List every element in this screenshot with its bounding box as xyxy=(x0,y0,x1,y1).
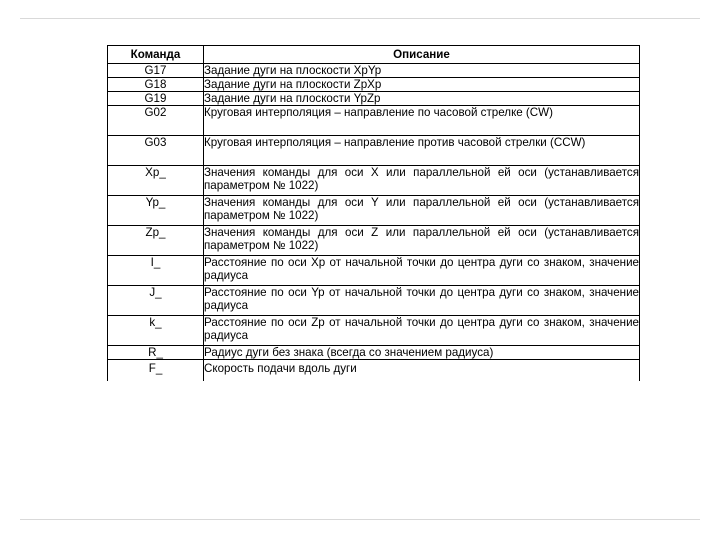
table-row xyxy=(108,286,640,316)
command-cell: Yp_ xyxy=(108,196,204,226)
description-cell: Значения команды для оси Y или параллельной ей оси (устанавливается параметром № 1022) xyxy=(204,196,640,226)
description-cell: Расстояние по оси Zp от начальной точки до центра дуги со знаком, значение радиуса xyxy=(204,316,640,346)
column-header-command: Команда xyxy=(108,46,204,64)
description-cell: Радиус дуги без знака (всегда со значением радиуса) xyxy=(204,346,640,360)
command-cell: k_ xyxy=(108,316,204,346)
table-row xyxy=(108,92,640,106)
command-cell: G19 xyxy=(108,92,204,106)
command-table xyxy=(107,45,640,381)
table-row xyxy=(108,106,640,136)
table-header-row xyxy=(108,46,640,64)
command-cell: J_ xyxy=(108,286,204,316)
table-row xyxy=(108,360,640,382)
description-cell: Круговая интерполяция – направление по часовой стрелке (CW) xyxy=(204,106,640,136)
command-cell: G18 xyxy=(108,78,204,92)
bottom-divider xyxy=(20,519,700,520)
description-cell: Расстояние по оси Yp от начальной точки до центра дуги со знаком, значение радиуса xyxy=(204,286,640,316)
table-row xyxy=(108,196,640,226)
table-row xyxy=(108,226,640,256)
description-cell: Задание дуги на плоскости YpZp xyxy=(204,92,640,106)
description-cell: Круговая интерполяция – направление против часовой стрелки (CCW) xyxy=(204,136,640,166)
description-cell: Задание дуги на плоскости XpYp xyxy=(204,64,640,78)
table-row xyxy=(108,78,640,92)
table-row xyxy=(108,316,640,346)
table-row xyxy=(108,136,640,166)
command-cell: I_ xyxy=(108,256,204,286)
table-row xyxy=(108,346,640,360)
column-header-description: Описание xyxy=(204,46,640,64)
command-cell: F_ xyxy=(108,360,204,382)
description-cell: Скорость подачи вдоль дуги xyxy=(204,360,640,382)
description-cell: Расстояние по оси Xp от начальной точки до центра дуги со знаком, значение радиуса xyxy=(204,256,640,286)
command-cell: G02 xyxy=(108,106,204,136)
table-row xyxy=(108,166,640,196)
table-row xyxy=(108,64,640,78)
table-row xyxy=(108,256,640,286)
command-cell: Zp_ xyxy=(108,226,204,256)
command-cell: G17 xyxy=(108,64,204,78)
command-cell: G03 xyxy=(108,136,204,166)
command-cell: R_ xyxy=(108,346,204,360)
description-cell: Значения команды для оси X или параллельной ей оси (устанавливается параметром № 1022) xyxy=(204,166,640,196)
command-cell: Xp_ xyxy=(108,166,204,196)
description-cell: Задание дуги на плоскости ZpXp xyxy=(204,78,640,92)
top-divider xyxy=(20,18,700,19)
description-cell: Значения команды для оси Z или параллельной ей оси (устанавливается параметром № 1022) xyxy=(204,226,640,256)
